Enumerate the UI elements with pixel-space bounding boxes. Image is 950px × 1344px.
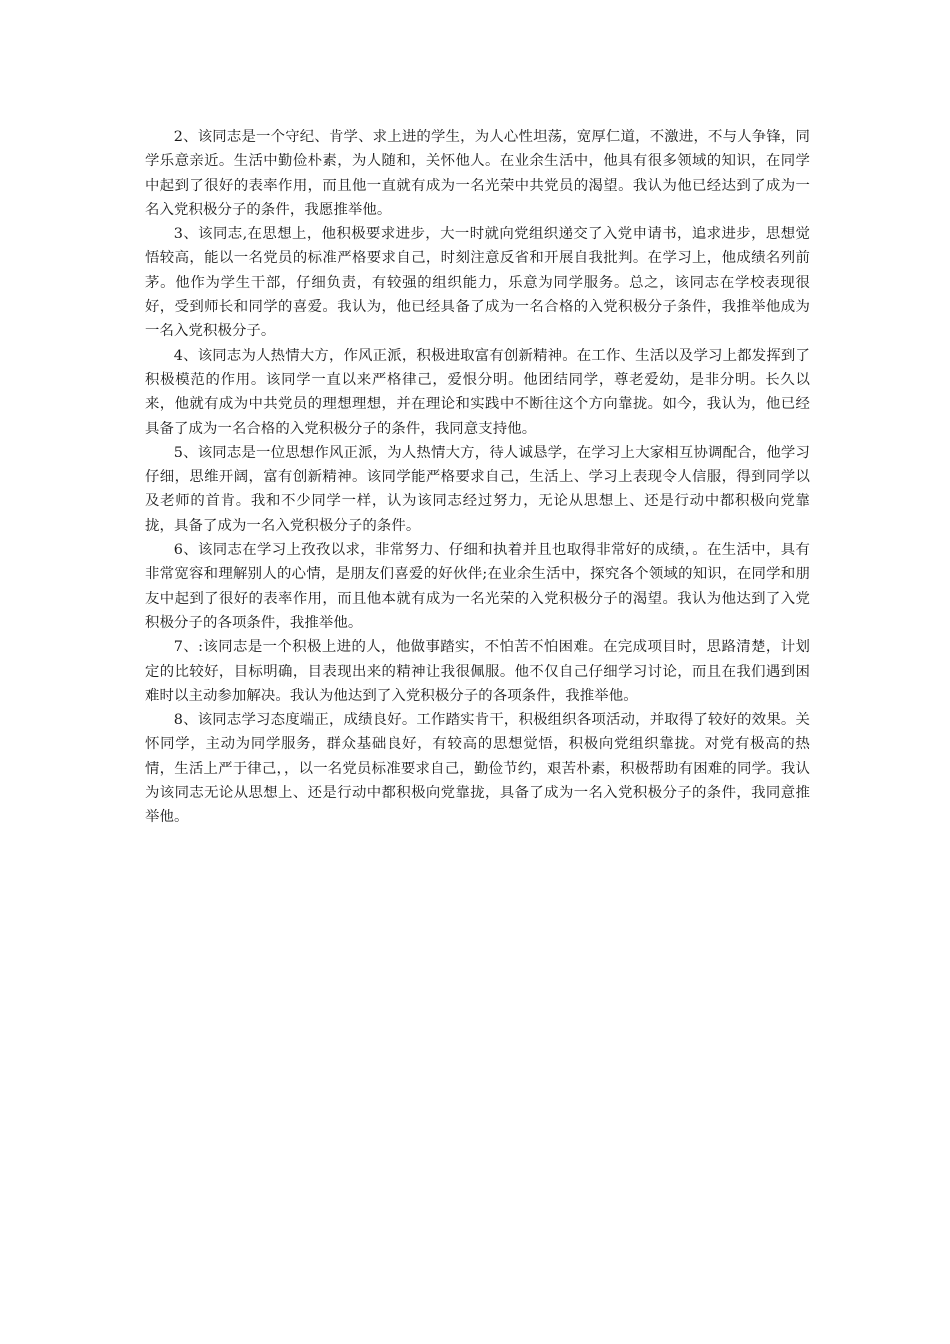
document-body (145, 125, 810, 830)
paragraph-4: 4、该同志为人热情大方，作风正派，积极进取富有创新精神。在工作、生活以及学习上都发挥到了积极模范的作用。该同学一直以来严格律己，爱恨分明。他团结同学，尊老爱幼，是非分明。长久以来，他就有成为中共党员的理想理想，并在理论和实践中不断往这个方向靠拢。如今，我认为，他已经具备了成为一名合格的入党积极分子的条件，我同意支持他。 (145, 347, 810, 437)
paragraph-8: 8、该同志学习态度端正，成绩良好。工作踏实肯干，积极组织各项活动，并取得了较好的效果。关怀同学，主动为同学服务，群众基础良好，有较高的思想觉悟，积极向党组织靠拢。对党有极高的热情，生活上严于律己，，以一名党员标准要求自己，勤俭节约，艰苦朴素，积极帮助有困难的同学。我认为该同志无论从思想上、还是行动中都积极向党靠拢，具备了成为一名入党积极分子的条件，我同意推举他。 (145, 712, 810, 826)
paragraph-2: 2、该同志是一个守纪、肯学、求上进的学生，为人心性坦荡，宽厚仁道，不激进，不与人争锋，同学乐意亲近。生活中勤俭朴素，为人随和，关怀他人。在业余生活中，他具有很多领域的知识，在同学中起到了很好的表率作用，而且他一直就有成为一名光荣中共党员的渴望。我认为他已经达到了成为一名入党积极分子的条件，我愿推举他。 (145, 129, 810, 218)
paragraph-7: 7、:该同志是一个积极上进的人，他做事踏实，不怕苦不怕困难。在完成项目时，思路清楚，计划定的比较好，目标明确，目表现出来的精神让我很佩服。他不仅自己仔细学习讨论，而且在我们遇到困难时以主动参加解决。我认为他达到了入党积极分子的各项条件，我推举他。 (145, 639, 810, 704)
paragraph-3: 3、该同志,在思想上，他积极要求进步，大一时就向党组织递交了入党申请书，追求进步，思想觉悟较高，能以一名党员的标准严格要求自己，时刻注意反省和开展自我批判。在学习上，他成绩名列前茅。他作为学生干部，仔细负责，有较强的组织能力，乐意为同学服务。总之，该同志在学校表现很好，受到师长和同学的喜爱。我认为，他已经具备了成为一名合格的入党积极分子条件，我推举他成为一名入党积极分子。 (145, 226, 810, 340)
paragraph-5: 5、该同志是一位思想作风正派，为人热情大方，待人诚恳学，在学习上大家相互协调配合，他学习仔细，思维开阔，富有创新精神。该同学能严格要求自己，生活上、学习上表现令人信服，得到同学以及老师的首肯。我和不少同学一样，认为该同志经过努力，无论从思想上、还是行动中都积极向党靠拢，具备了成为一名入党积极分子的条件。 (145, 444, 810, 534)
paragraph-6: 6、该同志在学习上孜孜以求，非常努力、仔细和执着并且也取得非常好的成绩，。在生活中，具有非常宽容和理解别人的心情，是朋友们喜爱的好伙伴;在业余生活中，探究各个领域的知识，在同学和朋友中起到了很好的表率作用，而且他本就有成为一名光荣的入党积极分子的渴望。我认为他达到了入党积极分子的各项条件，我推举他。 (145, 542, 810, 631)
